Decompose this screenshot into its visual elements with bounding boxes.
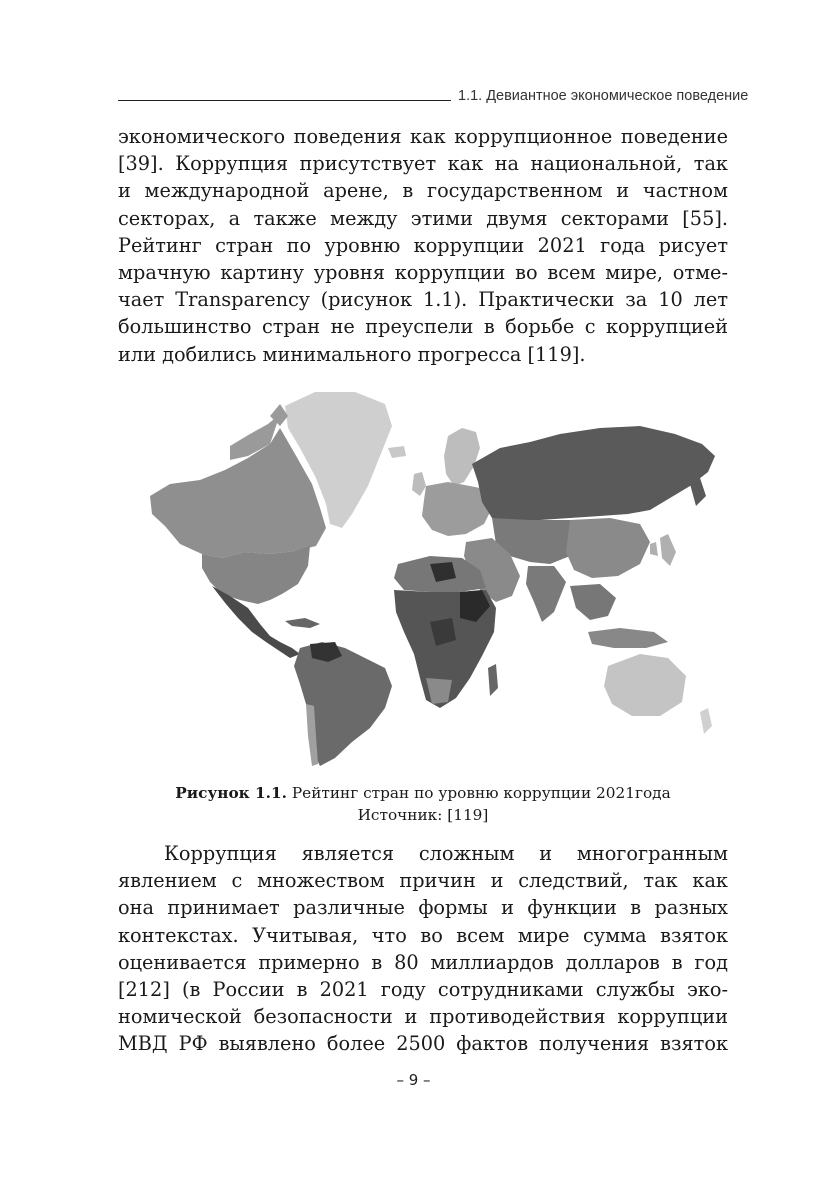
text-line: чает Transparency (рисунок 1.1). Практически за 10 лет xyxy=(118,288,728,312)
text-line: и международной арене, в государственном и частном xyxy=(118,179,728,203)
text-line: мрачную картину уровня коррупции во всем мире, отме- xyxy=(118,261,728,285)
figure-title: Рейтинг стран по уровню коррупции 2021года xyxy=(291,784,671,802)
text-line: оценивается примерно в 80 миллиардов долларов в год xyxy=(118,950,728,974)
map-region-caribbean xyxy=(285,618,320,628)
text-line: большинство стран не преуспели в борьбе с коррупцией xyxy=(118,315,728,339)
text-line: или добились минимального прогресса [119]. xyxy=(118,342,586,366)
figure-caption xyxy=(118,782,728,826)
map-region-madagascar xyxy=(488,664,498,696)
map-region-india xyxy=(526,566,566,622)
figure-source: Источник: [119] xyxy=(357,806,489,824)
map-region-scandinavia xyxy=(444,428,480,486)
map-region-russia xyxy=(472,426,715,522)
text-line: явлением с множеством причин и следствий, так как xyxy=(118,869,728,893)
figure-label: Рисунок 1.1. xyxy=(175,784,287,802)
map-region-uk xyxy=(412,472,426,496)
map-region-south-america xyxy=(294,642,392,766)
map-region-new-zealand xyxy=(700,708,712,734)
map-region-australia xyxy=(604,654,686,716)
map-region-indonesia xyxy=(588,628,668,648)
map-region-china xyxy=(566,518,650,578)
text-line: контекстах. Учитывая, что во всем мире сумма взяток xyxy=(118,923,728,947)
text-line: Рейтинг стран по уровню коррупции 2021 года рисует xyxy=(118,233,728,257)
text-line: [212] (в России в 2021 году сотрудниками службы эко- xyxy=(118,978,728,1002)
world-corruption-map xyxy=(130,386,722,772)
running-title: 1.1. Девиантное экономическое поведение xyxy=(458,88,749,104)
map-region-southeast-asia xyxy=(570,584,616,620)
text-line: она принимает различные формы и функции в разных xyxy=(118,896,728,920)
text-line: номической безопасности и противодействия коррупции xyxy=(118,1005,728,1029)
figure-title-line xyxy=(118,782,728,804)
body-paragraph-1 xyxy=(118,123,728,368)
body-paragraph-2 xyxy=(118,840,728,1058)
map-region-japan-korea xyxy=(650,534,676,566)
map-region-iceland xyxy=(388,446,406,458)
header-rule xyxy=(118,100,451,101)
text-line: [39]. Коррупция присутствует как на национальной, так xyxy=(118,152,728,176)
text-line: секторах, а также между этими двумя секторами [55]. xyxy=(118,206,728,230)
text-line: МВД РФ выявлено более 2500 фактов получения взяток xyxy=(118,1032,728,1056)
text-line: экономического поведения как коррупционное поведение xyxy=(118,125,728,148)
page-number: – 9 – xyxy=(396,1071,431,1089)
text-line: Коррупция является сложным и многогранным xyxy=(164,842,728,865)
